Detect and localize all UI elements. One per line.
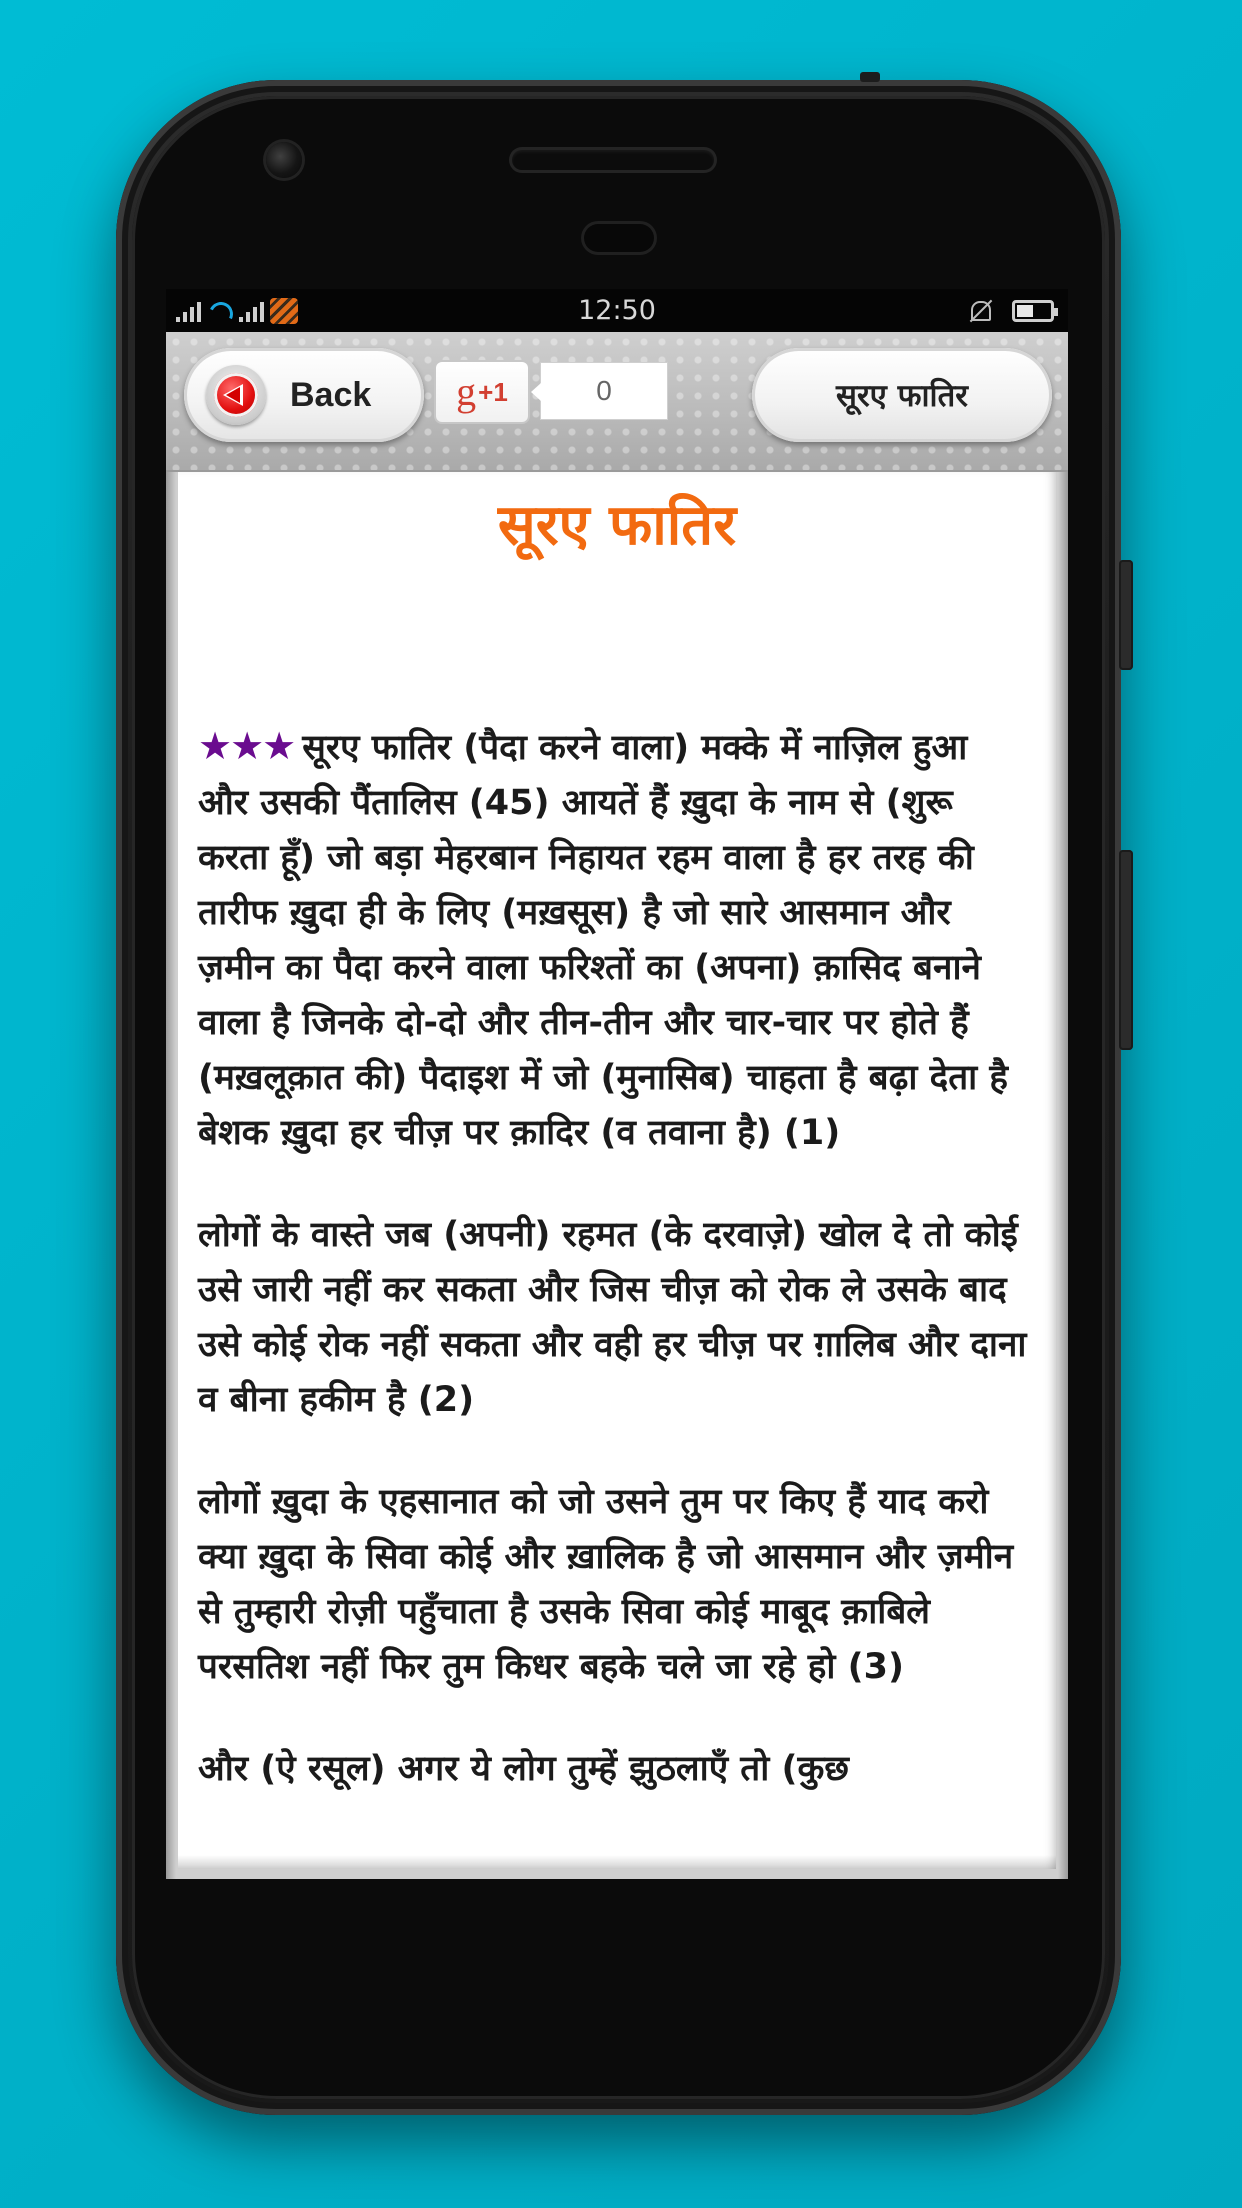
proximity-sensor <box>584 224 654 252</box>
back-button[interactable] <box>184 348 424 442</box>
star-icon: ★★★ <box>198 724 295 769</box>
scroll-edge-shadow <box>178 1855 1056 1869</box>
google-plus-one-button[interactable] <box>436 362 528 422</box>
signal-icon <box>239 300 264 322</box>
status-clock: 12:50 <box>578 295 656 326</box>
phone-screen <box>166 289 1068 1879</box>
status-bar <box>166 289 1068 332</box>
back-button-label: Back <box>290 375 372 414</box>
phone-side-button <box>1119 560 1133 670</box>
google-plus-count: 0 <box>540 362 668 420</box>
google-plus-icon: g <box>456 369 477 414</box>
scrollable-content[interactable] <box>178 472 1056 1869</box>
carrier-icon <box>207 300 233 322</box>
muted-bell-icon <box>968 299 992 323</box>
verse-item: लोगों के वास्ते जब (अपनी) रहमत (के दरवाज़े) खोल दे तो कोई उसे जारी नहीं कर सकता और जिस चीज़ को रोक ले उसके बाद उसे कोई रोक नहीं सकता और वही हर चीज़ पर ग़ालिब और दाना व बीना हकीम है (2) <box>198 1215 1027 1421</box>
verse-list <box>178 719 1056 1797</box>
operator-icon <box>270 298 298 324</box>
content-frame <box>166 472 1068 1879</box>
page-title: सूरए फातिर <box>497 493 737 558</box>
signal-icon <box>176 300 201 322</box>
status-left-icons <box>176 298 298 324</box>
phone-top-button <box>860 72 880 82</box>
verse-item: लोगों ख़ुदा के एहसानात को जो उसने तुम पर किए हैं याद करो क्या ख़ुदा के सिवा कोई और ख़ालिक है जो आसमान और ज़मीन से तुम्हारी रोज़ी पहुँचाता है उसके सिवा कोई माबूद क़ाबिले परसतिश नहीं फिर तुम किधर बहके चले जा रहे हो (3) <box>198 1482 1014 1688</box>
toolbar-title: सूरए फातिर <box>752 348 1052 442</box>
verse-text: सूरए फातिर (पैदा करने वाला) मक्के में नाज़िल हुआ और उसकी पैंतालिस (45) आयतें हैं ख़ुदा के नाम से (शुरू करता हूँ) जो बड़ा मेहरबान निहायत रहम वाला है हर तरह की तारीफ ख़ुदा ही के लिए (मख़सूस) है जो सारे आसमान और ज़मीन का पैदा करने वाला फरिश्तों का (अपना) क़ासिद बनाने वाला है जिनके दो-दो और तीन-तीन और चार-चार पर होते हैं (मख़लूक़ात की) पैदाइश में जो (मुनासिब) चाहता है बढ़ा देता है बेशक ख़ुदा हर चीज़ पर क़ादिर (व तवाना है) (1) <box>198 728 1008 1154</box>
earpiece-speaker <box>512 150 714 170</box>
phone-volume-button <box>1119 850 1133 1050</box>
google-plus-suffix: +1 <box>478 376 508 407</box>
front-camera <box>266 142 302 178</box>
battery-icon <box>1012 300 1054 322</box>
verse-item <box>198 719 1028 1161</box>
verse-item: और (ऐ रसूल) अगर ये लोग तुम्हें झुठलाएँ तो (कुछ <box>198 1749 849 1790</box>
app-toolbar <box>166 332 1068 472</box>
status-right-icons <box>968 299 1054 323</box>
back-arrow-icon <box>206 365 266 425</box>
